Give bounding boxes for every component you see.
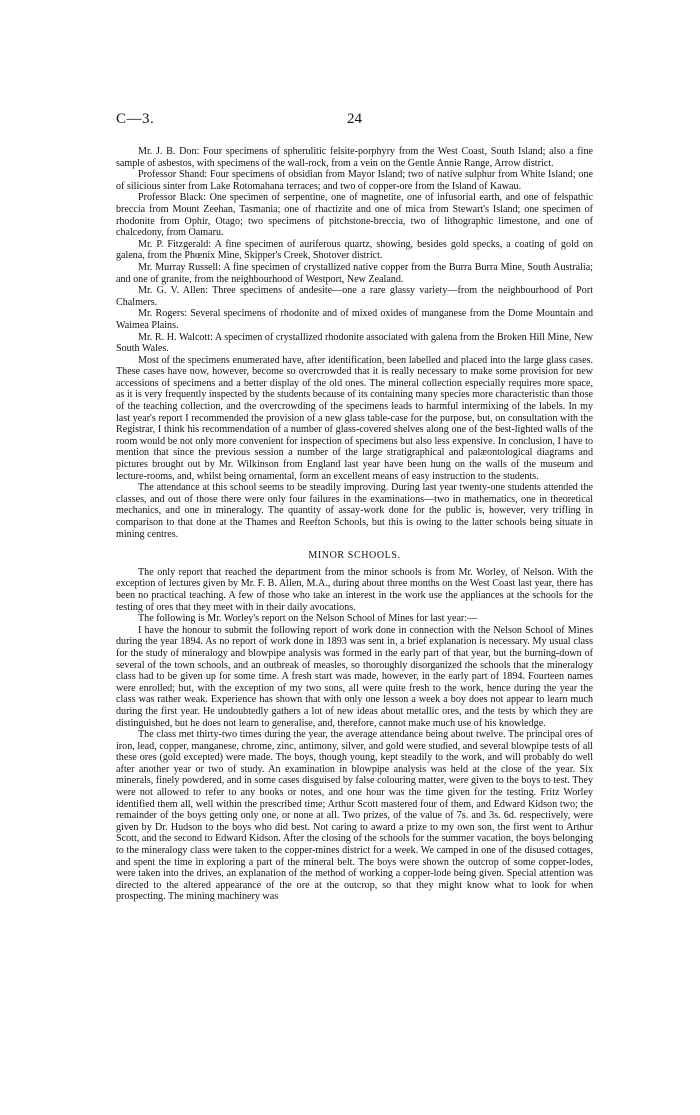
paragraph: Most of the specimens enumerated have, after identification, been labelled and placed into the large glass cases. These cases have now, however, become so overcrowded that it is really necessary to make some provision for new accessions of specimens and a better display of the old ones. The mineral collection especially requires more space, as it is very frequently inspected by the students because of its containing many species more characteristic than those of the teaching collection, and the overcrowding of the specimens leads to harmful intermixing of the labels. In my last year's report I recommended the provision of a new glass table-case for the purpose, but, on consultation with the Registrar, I think his recommendation of a number of glass-covered shelves along one of the best-lighted walls of the room would be not only more convenient for inspection of specimens but also less expensive. In conclusion, I have to mention that since the previous session a number of the large stratigraphical and palæontological diagrams and pictures brought out by Mr. Wilkinson from England last year have been hung on the walls of the museum and lecture-rooms, and, whilst being ornamental, form an excellent means of easy instruction to the students.: [116, 354, 593, 482]
paragraph: I have the honour to submit the following report of work done in connection with the Nelson School of Mines during the year 1894. As no report of work done in 1893 was sent in, a brief explanation is necessary. My usual class for the study of mineralogy and blowpipe analysis was formed in the early part of that year, but the burning-down of several of the town schools, and an outbreak of measles, so thoroughly disorganized the schools that the mineralogy class had to be given up for some time. A fresh start was made, however, in the early part of 1894. Fourteen names were enrolled; but, with the exception of my two sons, all were quite fresh to the work, hence during the year the class was rather weak. Experience has shown that with only one lesson a week a boy does not appear to learn much during the first year. He undoubtedly gathers a lot of new ideas about metallic ores, and the tests by which they are distinguished, but he does not learn to generalise, and, therefore, cannot make much use of his knowledge.: [116, 624, 593, 729]
paragraph: Mr. P. Fitzgerald: A fine specimen of auriferous quartz, showing, besides gold specks, a coating of gold on galena, from the Phœnix Mine, Skipper's Creek, Shotover district.: [116, 238, 593, 262]
paragraph: The following is Mr. Worley's report on the Nelson School of Mines for last year:—: [138, 613, 478, 625]
paragraph: Professor Black: One specimen of serpentine, one of magnetite, one of infusorial earth, and one of felspathic breccia from Mount Zeehan, Tasmania; one of rhactizite and one of mica from Stewart's Island; one specimen of rhodonite from Ophir, Otago; two specimens of pitchstone-breccia, two of lithographic limestone, and one of chalcedony, from Oamaru.: [116, 192, 593, 239]
paragraph: Mr. J. B. Don: Four specimens of spherulitic felsite-porphyry from the West Coast, South Island; also a fine sample of asbestos, with specimens of the wall-rock, from a vein on the Gentle Annie Range, Arrow district.: [116, 146, 593, 169]
page-body: [116, 146, 593, 903]
paragraph: Mr. Murray Russell: A fine specimen of crystallized native copper from the Burra Burra Mine, South Australia; and one of granite, from the neighbourhood of Westport, New Zealand.: [116, 261, 593, 285]
paragraph: Mr. G. V. Allen: Three specimens of andesite—one a rare glassy variety—from the neighbourhood of Port Chalmers.: [116, 285, 593, 308]
paragraph: Professor Shand: Four specimens of obsidian from Mayor Island; two of native sulphur from White Island; one of silicious sinter from Lake Rotomahana terraces; and two of copper-ore from the Island of Kawau.: [116, 169, 593, 192]
paragraph: Mr. R. H. Walcott: A specimen of crystallized rhodonite associated with galena from the Broken Hill Mine, New South Wales.: [116, 331, 593, 355]
page-number: 24: [347, 111, 362, 127]
paragraph: The attendance at this school seems to be steadily improving. During last year twenty-one students attended the classes, and out of those there were only four failures in the examinations—two in mathematics, one in theoretical mechanics, and one in mineralogy. The quantity of assay-work done for the public is, however, very trifling in comparison to that done at the Thames and Reefton Schools, but this is owing to the latter schools being situate in mining centres.: [116, 482, 593, 540]
paragraph: Mr. Rogers: Several specimens of rhodonite and of mixed oxides of manganese from the Dome Mountain and Waimea Plains.: [116, 308, 593, 331]
section-heading: MINOR SCHOOLS.: [308, 550, 401, 562]
paragraph: The only report that reached the department from the minor schools is from Mr. Worley, of Nelson. With the exception of lectures given by Mr. F. B. Allen, M.A., during about three months on the West Coast last year, there has been no practical teaching. A few of those who take an interest in the work use the appliances at the schools for the testing of ores that they meet with in their daily avocations.: [116, 566, 593, 613]
paragraph: The class met thirty-two times during the year, the average attendance being about twelve. The principal ores of iron, lead, copper, manganese, chrome, zinc, antimony, silver, and gold were studied, and several blowpipe tests of all these ores (gold excepted) were made. The boys, though young, kept steadily to the work, and will probably do well after another year or two of study. An examination in blowpipe analysis was held at the close of the year. Six minerals, finely powdered, and in some cases disguised by false colouring matter, were given to the boys to test. They were not allowed to refer to any books or notes, and one hour was the time given for the testing. Fritz Worley identified them all, well within the prescribed time; Arthur Scott mastered four of them, and Edward Kidson two; the remainder of the boys getting only one, or none at all. Two prizes, of the value of 7s. and 3s. 6d. respectively, were given by Dr. Hudson to the boys who did best. Not caring to award a prize to my own son, the first went to Arthur Scott, and the second to Edward Kidson. After the closing of the schools for the summer vacation, the boys belonging to the mineralogy class were taken to the copper-mines district for a week. We camped in one of the disused cottages, and spent the time in exploring a part of the mineral belt. The boys were shown the outcrop of some copper-lodes, were taken into the drives, an explanation of the method of working a copper-lode being given. Special attention was directed to the altered appearance of the ore at the outcrop, so that they might know what to look for when prospecting. The mining machinery was: [116, 729, 593, 903]
page-header: [116, 111, 593, 129]
page-reference: C—3.: [116, 111, 155, 127]
